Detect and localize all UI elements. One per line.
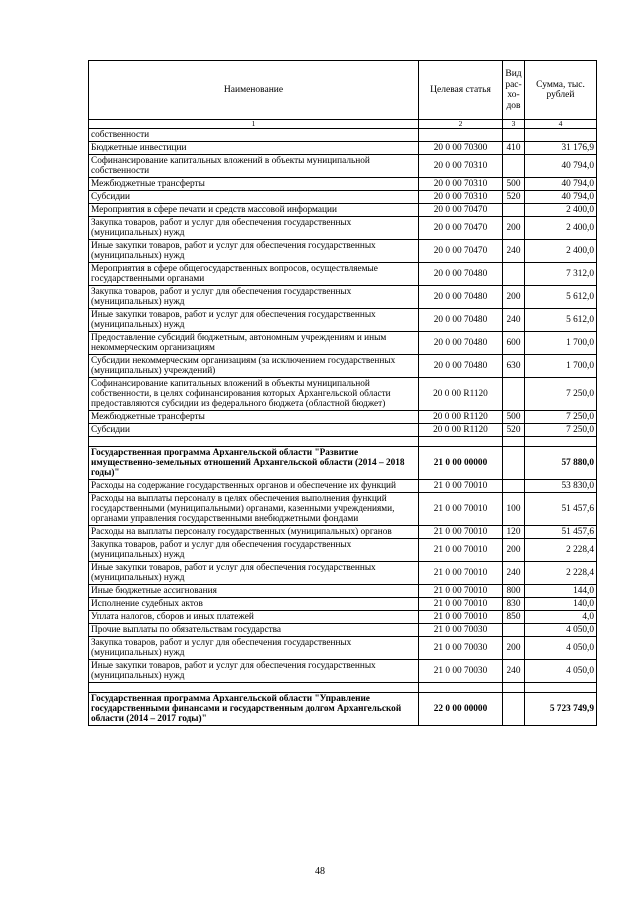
table-row — [89, 562, 597, 585]
row-code: 20 0 00 70480 — [419, 263, 503, 286]
table-header-row — [89, 61, 597, 120]
row-sum: 4 050,0 — [525, 624, 597, 637]
row-code: 21 0 00 70030 — [419, 624, 503, 637]
row-code: 21 0 00 70010 — [419, 611, 503, 624]
row-sum: 140,0 — [525, 598, 597, 611]
row-name: Иные закупки товаров, работ и услуг для обеспечения государственных (муниципальных) нужд — [89, 562, 419, 585]
row-sum: 5 612,0 — [525, 309, 597, 332]
row-vid: 850 — [503, 611, 525, 624]
row-vid: 520 — [503, 191, 525, 204]
program-row — [89, 693, 597, 726]
page-number: 48 — [315, 866, 325, 877]
row-vid: 630 — [503, 355, 525, 378]
row-vid — [503, 155, 525, 178]
spacer-row — [89, 437, 597, 447]
table-body — [89, 129, 597, 726]
table-row — [89, 493, 597, 526]
row-vid: 240 — [503, 562, 525, 585]
row-vid — [503, 263, 525, 286]
row-name: Субсидии — [89, 424, 419, 437]
row-vid — [503, 378, 525, 411]
table-row — [89, 240, 597, 263]
table-row — [89, 539, 597, 562]
table-row — [89, 204, 597, 217]
row-name: Софинансирование капитальных вложений в объекты муниципальной собственности, в целях софинансирования которых Архангельской области предоставляются субсидии из федерального бюджета (областной бюджет) — [89, 378, 419, 411]
table-row — [89, 660, 597, 683]
row-vid: 120 — [503, 526, 525, 539]
row-sum — [525, 129, 597, 142]
row-name: Иные закупки товаров, работ и услуг для обеспечения государственных (муниципальных) нужд — [89, 240, 419, 263]
row-code: 21 0 00 00000 — [419, 447, 503, 480]
row-vid: 200 — [503, 637, 525, 660]
table-row — [89, 286, 597, 309]
table-row — [89, 611, 597, 624]
header-name: Наименование — [89, 61, 419, 120]
row-code: 21 0 00 70010 — [419, 493, 503, 526]
row-sum: 1 700,0 — [525, 332, 597, 355]
row-sum: 7 250,0 — [525, 424, 597, 437]
table-row — [89, 480, 597, 493]
column-number: 1 — [89, 120, 419, 129]
table-row — [89, 191, 597, 204]
row-sum: 53 830,0 — [525, 480, 597, 493]
table-row — [89, 585, 597, 598]
row-code: 20 0 00 70480 — [419, 286, 503, 309]
row-code: 21 0 00 70010 — [419, 598, 503, 611]
table-row — [89, 411, 597, 424]
row-vid — [503, 480, 525, 493]
row-name: Закупка товаров, работ и услуг для обеспечения государственных (муниципальных) нужд — [89, 217, 419, 240]
row-vid — [503, 204, 525, 217]
row-name: Закупка товаров, работ и услуг для обеспечения государственных (муниципальных) нужд — [89, 637, 419, 660]
row-name: Бюджетные инвестиции — [89, 142, 419, 155]
row-name: Закупка товаров, работ и услуг для обеспечения государственных (муниципальных) нужд — [89, 539, 419, 562]
row-sum: 2 400,0 — [525, 204, 597, 217]
row-name: Государственная программа Архангельской области "Управление государственными финансами и государственным долгом Архангельской области (2014 – 2017 годы)" — [89, 693, 419, 726]
row-name — [89, 683, 419, 693]
row-vid: 240 — [503, 309, 525, 332]
header-vid: Вид рас-хо-дов — [503, 61, 525, 120]
row-sum: 40 794,0 — [525, 155, 597, 178]
row-name: Расходы на содержание государственных органов и обеспечение их функций — [89, 480, 419, 493]
row-code: 21 0 00 70010 — [419, 480, 503, 493]
row-code: 20 0 00 70480 — [419, 355, 503, 378]
row-sum — [525, 683, 597, 693]
column-number-row — [89, 120, 597, 129]
row-vid: 500 — [503, 178, 525, 191]
row-sum: 57 880,0 — [525, 447, 597, 480]
row-sum: 40 794,0 — [525, 191, 597, 204]
row-code — [419, 683, 503, 693]
column-number: 2 — [419, 120, 503, 129]
table-row — [89, 332, 597, 355]
row-name: Закупка товаров, работ и услуг для обеспечения государственных (муниципальных) нужд — [89, 286, 419, 309]
row-code — [419, 437, 503, 447]
row-code: 20 0 00 R1120 — [419, 411, 503, 424]
table-row — [89, 526, 597, 539]
spacer-row — [89, 683, 597, 693]
row-sum: 51 457,6 — [525, 493, 597, 526]
row-code: 20 0 00 70470 — [419, 240, 503, 263]
row-sum: 4 050,0 — [525, 637, 597, 660]
row-sum: 2 400,0 — [525, 217, 597, 240]
table-row — [89, 637, 597, 660]
row-sum: 40 794,0 — [525, 178, 597, 191]
row-code: 20 0 00 70310 — [419, 155, 503, 178]
row-name: Межбюджетные трансферты — [89, 178, 419, 191]
row-vid — [503, 437, 525, 447]
table-row — [89, 378, 597, 411]
row-name: Прочие выплаты по обязательствам государства — [89, 624, 419, 637]
row-code: 20 0 00 70470 — [419, 217, 503, 240]
row-sum: 5 723 749,9 — [525, 693, 597, 726]
row-sum: 31 176,9 — [525, 142, 597, 155]
row-code: 20 0 00 70480 — [419, 332, 503, 355]
row-vid: 520 — [503, 424, 525, 437]
row-name: собственности — [89, 129, 419, 142]
row-name — [89, 437, 419, 447]
table-row — [89, 178, 597, 191]
row-vid: 240 — [503, 660, 525, 683]
header-sum: Сумма, тыс. рублей — [525, 61, 597, 120]
row-vid: 600 — [503, 332, 525, 355]
row-name: Государственная программа Архангельской области "Развитие имущественно-земельных отношений Архангельской области (2014 – 2018 годы)" — [89, 447, 419, 480]
row-code: 21 0 00 70010 — [419, 526, 503, 539]
row-name: Субсидии некоммерческим организациям (за исключением государственных (муниципальных) учреждений) — [89, 355, 419, 378]
row-vid — [503, 683, 525, 693]
program-row — [89, 447, 597, 480]
table-row — [89, 155, 597, 178]
table-row — [89, 598, 597, 611]
row-sum: 51 457,6 — [525, 526, 597, 539]
row-code: 21 0 00 70030 — [419, 660, 503, 683]
row-vid: 100 — [503, 493, 525, 526]
row-vid: 830 — [503, 598, 525, 611]
row-vid — [503, 693, 525, 726]
table-row — [89, 129, 597, 142]
row-name: Иные закупки товаров, работ и услуг для обеспечения государственных (муниципальных) нужд — [89, 660, 419, 683]
row-sum: 7 312,0 — [525, 263, 597, 286]
row-name: Расходы на выплаты персоналу государственных (муниципальных) органов — [89, 526, 419, 539]
row-vid: 200 — [503, 217, 525, 240]
table-row — [89, 217, 597, 240]
row-code: 21 0 00 70010 — [419, 562, 503, 585]
row-code: 20 0 00 70300 — [419, 142, 503, 155]
row-sum: 1 700,0 — [525, 355, 597, 378]
row-sum: 2 228,4 — [525, 562, 597, 585]
row-name: Расходы на выплаты персоналу в целях обеспечения выполнения функций государственными (муниципальными) органами, казенными учреждениями, органами управления государственными внебюджетными фондами — [89, 493, 419, 526]
row-sum: 2 228,4 — [525, 539, 597, 562]
row-code: 20 0 00 70480 — [419, 309, 503, 332]
table-row — [89, 624, 597, 637]
row-code: 20 0 00 R1120 — [419, 378, 503, 411]
row-sum: 144,0 — [525, 585, 597, 598]
budget-table — [88, 60, 597, 726]
row-name: Уплата налогов, сборов и иных платежей — [89, 611, 419, 624]
row-code: 20 0 00 70310 — [419, 191, 503, 204]
column-number: 3 — [503, 120, 525, 129]
table-row — [89, 142, 597, 155]
table-row — [89, 355, 597, 378]
table-row — [89, 424, 597, 437]
row-vid — [503, 447, 525, 480]
row-code: 20 0 00 70310 — [419, 178, 503, 191]
row-code: 21 0 00 70030 — [419, 637, 503, 660]
row-code: 20 0 00 R1120 — [419, 424, 503, 437]
row-vid: 200 — [503, 539, 525, 562]
row-vid: 800 — [503, 585, 525, 598]
row-code: 21 0 00 70010 — [419, 585, 503, 598]
row-sum: 7 250,0 — [525, 378, 597, 411]
row-name: Исполнение судебных актов — [89, 598, 419, 611]
row-sum: 7 250,0 — [525, 411, 597, 424]
row-sum: 5 612,0 — [525, 286, 597, 309]
row-code: 20 0 00 70470 — [419, 204, 503, 217]
row-vid: 500 — [503, 411, 525, 424]
row-name: Межбюджетные трансферты — [89, 411, 419, 424]
row-code: 21 0 00 70010 — [419, 539, 503, 562]
row-name: Иные бюджетные ассигнования — [89, 585, 419, 598]
row-name: Мероприятия в сфере общегосударственных вопросов, осуществляемые государственными органами — [89, 263, 419, 286]
row-name: Предоставление субсидий бюджетным, автономным учреждениям и иным некоммерческим организациям — [89, 332, 419, 355]
row-name: Софинансирование капитальных вложений в объекты муниципальной собственности — [89, 155, 419, 178]
column-number: 4 — [525, 120, 597, 129]
row-code: 22 0 00 00000 — [419, 693, 503, 726]
row-name: Субсидии — [89, 191, 419, 204]
row-code — [419, 129, 503, 142]
row-sum: 2 400,0 — [525, 240, 597, 263]
row-vid: 240 — [503, 240, 525, 263]
row-sum — [525, 437, 597, 447]
row-name: Мероприятия в сфере печати и средств массовой информации — [89, 204, 419, 217]
row-sum: 4,0 — [525, 611, 597, 624]
row-sum: 4 050,0 — [525, 660, 597, 683]
row-vid: 200 — [503, 286, 525, 309]
table-row — [89, 309, 597, 332]
row-vid — [503, 624, 525, 637]
header-code: Целевая статья — [419, 61, 503, 120]
table-row — [89, 263, 597, 286]
row-vid — [503, 129, 525, 142]
row-name: Иные закупки товаров, работ и услуг для обеспечения государственных (муниципальных) нужд — [89, 309, 419, 332]
row-vid: 410 — [503, 142, 525, 155]
